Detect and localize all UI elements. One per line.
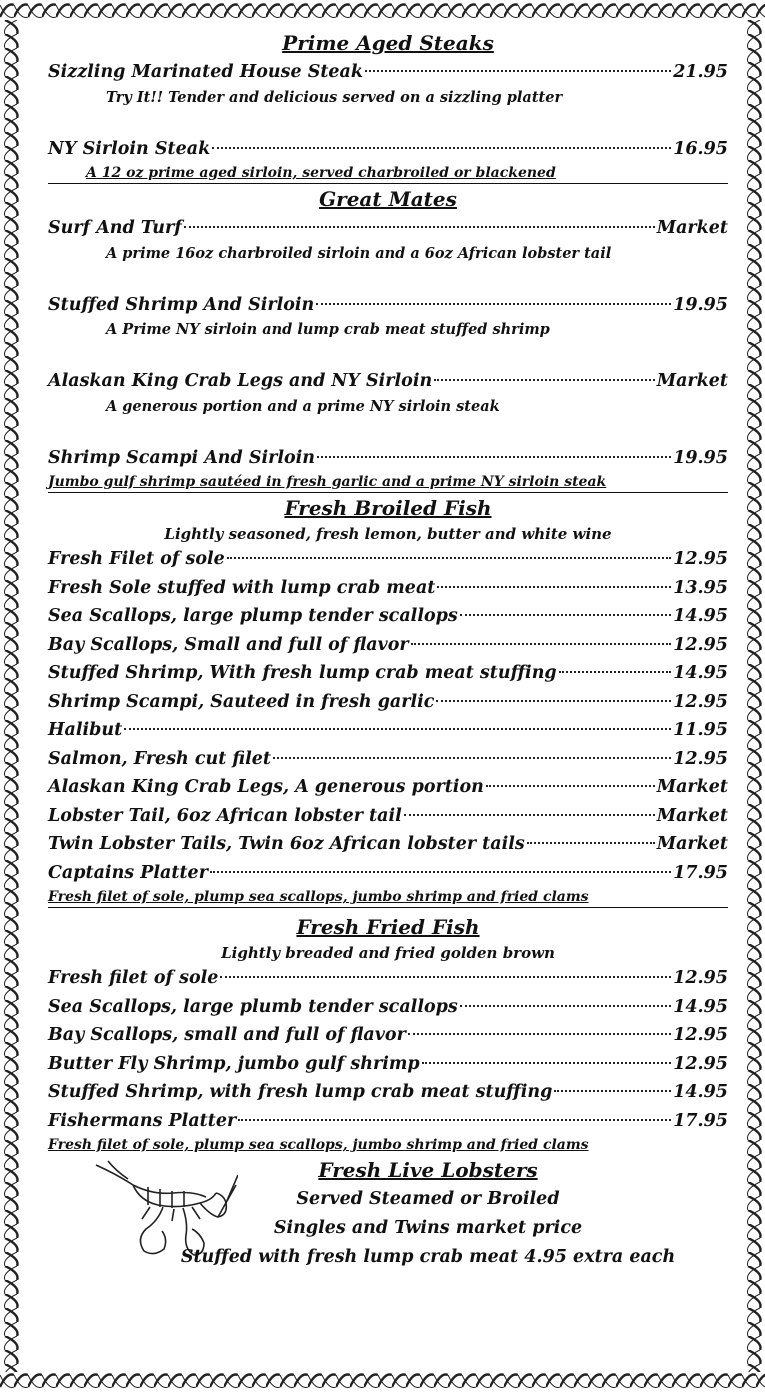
menu-item — [48, 58, 728, 87]
item-price: 16.95 — [673, 138, 728, 159]
menu-item — [48, 659, 728, 688]
item-price: 12.95 — [673, 691, 728, 712]
dot-leader — [184, 226, 655, 228]
rope-border-top — [0, 0, 765, 22]
item-name: Surf And Turf — [48, 218, 182, 238]
rope-border-bottom — [0, 1370, 765, 1392]
item-price: 19.95 — [673, 294, 728, 315]
item-name: Stuffed Shrimp And Sirloin — [48, 294, 315, 315]
section-title-lobsters: Fresh Live Lobsters — [318, 1158, 538, 1182]
dot-leader — [422, 1062, 672, 1064]
item-price: 12.95 — [673, 1053, 728, 1074]
rope-border-right — [743, 20, 765, 1372]
captains-platter-note: Fresh filet of sole, plump sea scallops, jumbo shrimp and fried clams — [48, 887, 728, 908]
item-name: Twin Lobster Tails, Twin 6oz African lobster tails — [48, 834, 525, 854]
item-description: A 12 oz prime aged sirloin, served charbroiled or blackened — [48, 163, 728, 184]
item-price: Market — [656, 805, 728, 826]
item-name: Alaskan King Crab Legs and NY Sirloin — [48, 371, 433, 391]
menu-item — [48, 1107, 728, 1136]
item-price: 12.95 — [673, 634, 728, 655]
item-price: 17.95 — [673, 1110, 728, 1131]
item-price: 12.95 — [673, 549, 728, 569]
dot-leader — [220, 976, 671, 978]
dot-leader — [460, 1005, 671, 1007]
item-name: Stuffed Shrimp, with fresh lump crab meat stuffing — [48, 1082, 553, 1102]
dot-leader — [212, 147, 671, 149]
dot-leader — [554, 1090, 671, 1092]
menu-item — [48, 631, 728, 660]
dot-leader — [527, 842, 655, 844]
item-price: 14.95 — [673, 1082, 728, 1102]
section-title-mates: Great Mates — [319, 187, 457, 211]
lobster-line: Stuffed with fresh lump crab meat 4.95 extra each — [180, 1247, 676, 1267]
item-price: 21.95 — [673, 62, 728, 82]
menu-item — [48, 830, 728, 859]
dot-leader — [434, 379, 655, 381]
item-description: A Prime NY sirloin and lump crab meat stuffed shrimp — [106, 321, 550, 338]
menu-item — [48, 1021, 728, 1050]
dot-leader — [436, 700, 671, 702]
section-subtitle-broiled: Lightly seasoned, fresh lemon, butter and white wine — [164, 525, 612, 543]
item-price: 14.95 — [673, 663, 728, 683]
lobster-line: Singles and Twins market price — [273, 1218, 583, 1238]
menu-item — [48, 1078, 728, 1107]
menu-item — [48, 688, 728, 717]
item-name: Lobster Tail, 6oz African lobster tail — [48, 805, 402, 826]
menu-item — [48, 716, 728, 745]
dot-leader — [273, 757, 671, 759]
item-name: Butter Fly Shrimp, jumbo gulf shrimp — [48, 1053, 420, 1074]
item-description: Try It!! Tender and delicious served on a sizzling platter — [106, 88, 563, 106]
lobster-text — [148, 1155, 708, 1272]
item-price: 14.95 — [673, 996, 728, 1017]
section-title-steaks: Prime Aged Steaks — [282, 31, 494, 55]
item-price: 11.95 — [673, 720, 728, 740]
item-price: 17.95 — [673, 862, 728, 883]
item-description: A generous portion and a prime NY sirloin steak — [106, 397, 500, 415]
item-name: NY Sirloin Steak — [48, 138, 211, 159]
item-name: Bay Scallops, Small and full of flavor — [48, 634, 409, 655]
menu-item — [48, 773, 728, 802]
item-price: 12.95 — [673, 968, 728, 988]
dot-leader — [437, 586, 671, 588]
dot-leader — [559, 671, 672, 673]
item-name: Fresh Filet of sole — [48, 549, 225, 569]
dot-leader — [227, 557, 671, 559]
item-name: Captains Platter — [48, 862, 208, 883]
item-name: Sea Scallops, large plumb tender scallops — [48, 996, 458, 1017]
dot-leader — [317, 456, 671, 458]
dot-leader — [408, 1033, 671, 1035]
dot-leader — [124, 728, 671, 730]
item-description: Jumbo gulf shrimp sautéed in fresh garlic and a prime NY sirloin steak — [48, 472, 728, 493]
fried-fish-list — [48, 964, 728, 1135]
menu-item — [48, 135, 728, 164]
item-name: Bay Scallops, small and full of flavor — [48, 1025, 406, 1045]
item-name: Sea Scallops, large plump tender scallops — [48, 606, 458, 626]
dot-leader — [210, 871, 671, 873]
menu-item — [48, 993, 728, 1022]
item-price: 19.95 — [673, 447, 728, 468]
menu-item — [48, 545, 728, 574]
item-name: Shrimp Scampi And Sirloin — [48, 447, 316, 468]
item-name: Fishermans Platter — [48, 1110, 237, 1131]
item-price: 12.95 — [673, 748, 728, 769]
menu-item — [48, 574, 728, 603]
item-name: Sizzling Marinated House Steak — [48, 62, 364, 82]
broiled-fish-list — [48, 545, 728, 887]
menu-item — [48, 367, 728, 396]
section-title-fried: Fresh Fried Fish — [296, 915, 480, 939]
item-description: A prime 16oz charbroiled sirloin and a 6oz African lobster tail — [106, 244, 612, 262]
item-name: Stuffed Shrimp, With fresh lump crab meat stuffing — [48, 663, 557, 683]
item-price: 12.95 — [673, 1025, 728, 1045]
menu-item — [48, 291, 728, 320]
item-name: Shrimp Scampi, Sauteed in fresh garlic — [48, 691, 435, 712]
dot-leader — [411, 643, 672, 645]
item-price: Market — [656, 834, 728, 854]
menu-item — [48, 745, 728, 774]
item-name: Salmon, Fresh cut filet — [48, 748, 272, 769]
menu-item — [48, 214, 728, 243]
dot-leader — [365, 70, 671, 72]
dot-leader — [316, 303, 671, 305]
menu-item — [48, 444, 728, 473]
section-subtitle-fried: Lightly breaded and fried golden brown — [221, 944, 555, 962]
item-price: 13.95 — [673, 577, 728, 598]
item-price: 14.95 — [673, 606, 728, 626]
menu-item — [48, 1050, 728, 1079]
item-name: Fresh filet of sole — [48, 968, 219, 988]
item-name: Halibut — [48, 720, 123, 740]
item-price: Market — [656, 777, 728, 797]
dot-leader — [238, 1119, 671, 1121]
section-title-broiled: Fresh Broiled Fish — [284, 496, 492, 520]
lobster-line: Served Steamed or Broiled — [296, 1189, 560, 1209]
item-price: Market — [656, 218, 728, 238]
dot-leader — [486, 785, 655, 787]
menu-item — [48, 964, 728, 993]
rope-border-left — [0, 20, 22, 1372]
fishermans-platter-note: Fresh filet of sole, plump sea scallops, jumbo shrimp and fried clams — [48, 1137, 589, 1153]
item-price: Market — [656, 371, 728, 391]
item-name: Fresh Sole stuffed with lump crab meat — [48, 577, 436, 598]
menu-item — [48, 602, 728, 631]
lobster-section — [48, 1155, 728, 1285]
menu-content — [48, 28, 728, 1285]
menu-item — [48, 802, 728, 831]
item-name: Alaskan King Crab Legs, A generous portion — [48, 777, 484, 797]
dot-leader — [404, 814, 655, 816]
dot-leader — [460, 614, 671, 616]
menu-item — [48, 859, 728, 888]
